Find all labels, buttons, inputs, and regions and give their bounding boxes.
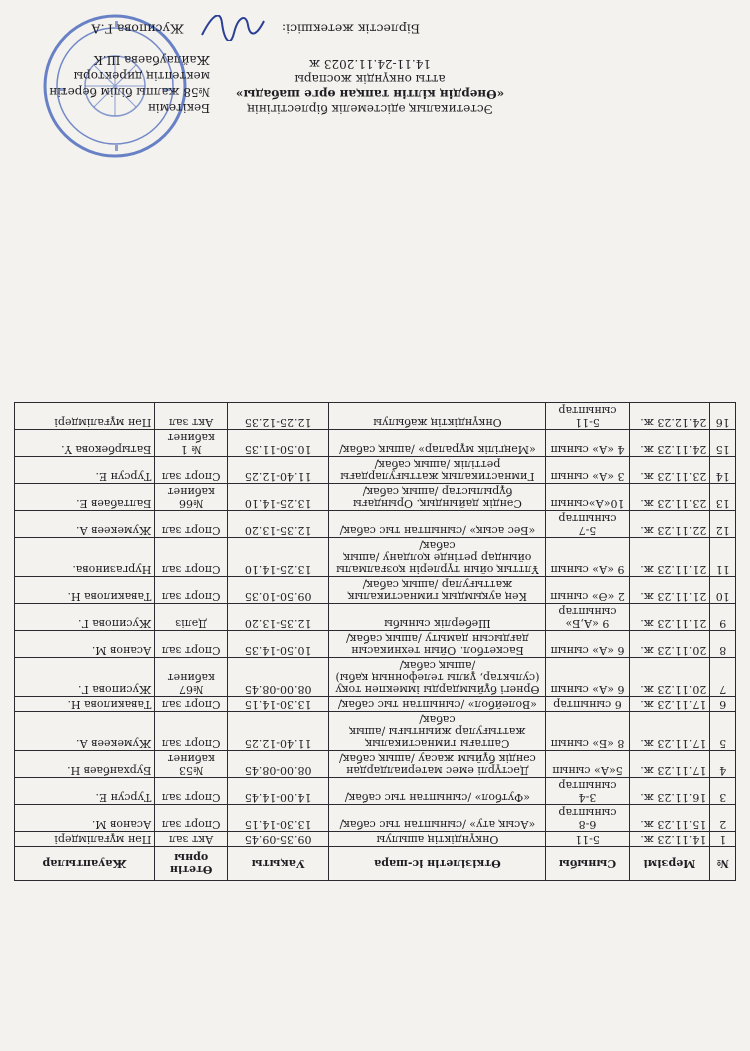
row-place: №66 кабинет (155, 484, 228, 511)
row-time: 08.00-08.45 (228, 751, 329, 778)
row-time: 11.40-12.25 (228, 712, 329, 751)
row-place: Акт зал (155, 403, 228, 430)
row-class: 3 «А» сынып (546, 457, 629, 484)
row-responsible: Жусипова Г. (15, 604, 155, 631)
row-time: 12.35-13.20 (228, 604, 329, 631)
row-date: 16.11.23 ж. (629, 778, 710, 805)
row-class: 6 «А» сынып (546, 631, 629, 658)
row-time: 11.40-12.25 (228, 457, 329, 484)
row-responsible: Тавакилова Н. (15, 577, 155, 604)
row-time: 12.25-12.35 (228, 403, 329, 430)
row-number: 8 (710, 631, 736, 658)
row-number: 4 (710, 751, 736, 778)
row-class: 9 «А,Б» сыныптар (546, 604, 629, 631)
row-date: 17.11.23 ж. (629, 712, 710, 751)
table-row (15, 538, 736, 577)
row-event: Саптағы гимнастикалық жаттығулар жиынтығы /ашық сабақ/ (329, 712, 546, 751)
row-time: 12.35-13.20 (228, 511, 329, 538)
table-header-row (15, 847, 736, 881)
row-date: 24.12.23 ж. (629, 403, 710, 430)
schedule-table (14, 402, 736, 881)
footer-label: Бірлестік жетекшісі: (281, 21, 420, 37)
row-number: 3 (710, 778, 736, 805)
row-number: 14 (710, 457, 736, 484)
table-row (15, 430, 736, 457)
header-class: Сыныбы (546, 847, 629, 881)
row-responsible: Асанов М. (15, 631, 155, 658)
row-event: Сәндік дайындық. Орындағы бұрылыстар /ашық сабақ/ (329, 484, 546, 511)
approve-school: №58 жалпы білім беретін (49, 85, 210, 99)
row-class: 5-11 (546, 832, 629, 847)
row-class: 8 «Б» сынып (546, 712, 629, 751)
row-time: 14.00-14.45 (228, 778, 329, 805)
row-responsible: Балтабаев Е. (15, 484, 155, 511)
title-line-2: «Өнердің кілтін тапқан өрге шабады» (235, 87, 505, 101)
row-event: «Бес асық» /сыныптан тыс сабақ/ (329, 511, 546, 538)
table-row (15, 484, 736, 511)
title-line-3: атты онкүндік жоспары (294, 72, 446, 86)
approval-block (20, 52, 210, 116)
header-place: Өтетін орны (155, 847, 228, 881)
row-number: 6 (710, 697, 736, 712)
row-event: «Мәңгілік мұралар» /ашық сабақ/ (329, 430, 546, 457)
row-time: 13.30-14.15 (228, 805, 329, 832)
table-row (15, 751, 736, 778)
row-class: 5«А» сынып (546, 751, 629, 778)
row-event: Шеберлік сыныбы (329, 604, 546, 631)
row-number: 12 (710, 511, 736, 538)
approve-word: Бекітемін (147, 101, 210, 115)
row-class: 10«А»сынып (546, 484, 629, 511)
row-event: «Футбол» /сыныптан тыс сабақ/ (329, 778, 546, 805)
row-time: 09.50-10.35 (228, 577, 329, 604)
table-row (15, 832, 736, 847)
table-row (15, 697, 736, 712)
row-responsible: Турсун Е. (15, 778, 155, 805)
row-date: 21.11.23 ж. (629, 604, 710, 631)
row-number: 9 (710, 604, 736, 631)
title-line-4: 14.11-24.11.2023 ж (309, 57, 431, 71)
row-date: 23.11.23 ж. (629, 484, 710, 511)
table-row (15, 457, 736, 484)
document-title (220, 56, 520, 116)
row-class: 5-7 сыныптар (546, 511, 629, 538)
row-place: Спорт зал (155, 577, 228, 604)
table-row (15, 658, 736, 697)
table-row (15, 511, 736, 538)
row-number: 5 (710, 712, 736, 751)
row-responsible: Асанов М. (15, 805, 155, 832)
handwritten-signature (198, 15, 268, 41)
row-event: «Асық ату» /сыныптан тыс сабақ/ (329, 805, 546, 832)
row-event: Өрнегі бұйымдарды іммекпен тоқу (сульктар, ұялы телефонның қабы) /ашық сабақ/ (329, 658, 546, 697)
row-event: Онкүндіктің жабылуы (329, 403, 546, 430)
row-responsible: Батырбекова Ү. (15, 430, 155, 457)
table-row (15, 577, 736, 604)
row-date: 14.11.23 ж. (629, 832, 710, 847)
row-place: № 1 кабинет (155, 430, 228, 457)
row-event: Дәстүрлі емес материалдардан сәндік бұйым жасау /ашық сабақ/ (329, 751, 546, 778)
row-place: №67 кабинет (155, 658, 228, 697)
row-event: Онкүндіктің ашылуы (329, 832, 546, 847)
row-class: 9 «А» сынып (546, 538, 629, 577)
row-number: 11 (710, 538, 736, 577)
table-row (15, 631, 736, 658)
row-time: 13.25-14.10 (228, 538, 329, 577)
row-event: Ұлттық ойын түрлерін қозғалмалы ойындар ретінде қолдану /ашық сабақ/ (329, 538, 546, 577)
row-date: 15.11.23 ж. (629, 805, 710, 832)
row-event: «Волейбол» /сыныптан тыс сабақ/ (329, 697, 546, 712)
header-time: Уақыты (228, 847, 329, 881)
row-date: 24.11.23 ж. (629, 430, 710, 457)
row-place: Акт зал (155, 832, 228, 847)
row-number: 16 (710, 403, 736, 430)
row-event: Гимнастикалық жаттығулардағы реттілік /ашық сабақ/ (329, 457, 546, 484)
row-event: Баскетбол. Ойын техникасын дағдысын дамыту /ашық сабақ/ (329, 631, 546, 658)
row-number: 15 (710, 430, 736, 457)
row-date: 20.11.23 ж. (629, 631, 710, 658)
row-date: 20.11.23 ж. (629, 658, 710, 697)
row-responsible: Жумекеев А. (15, 712, 155, 751)
row-class: 4 «А» сынып (546, 430, 629, 457)
row-responsible: Жумекеев А. (15, 511, 155, 538)
row-class: 6 сыныптар (546, 697, 629, 712)
row-date: 17.11.23 ж. (629, 751, 710, 778)
row-responsible: Турсун Е. (15, 457, 155, 484)
row-responsible: Жусипова Г. (15, 658, 155, 697)
header-date: Мерзімі (629, 847, 710, 881)
table-row (15, 805, 736, 832)
row-responsible: Бурханбаев Н. (15, 751, 155, 778)
approve-name: Жайлаубаева Ш.К (93, 53, 210, 67)
row-place: Дәліз (155, 604, 228, 631)
row-number: 13 (710, 484, 736, 511)
row-place: №53 кабинет (155, 751, 228, 778)
row-place: Спорт зал (155, 511, 228, 538)
row-place: Спорт зал (155, 457, 228, 484)
row-date: 22.11.23 ж. (629, 511, 710, 538)
row-class: 3-4 сыныптар (546, 778, 629, 805)
footer-name: Жусипова Г.А (91, 21, 184, 37)
row-responsible: Пән мұғалімдері (15, 403, 155, 430)
header-responsible: Жауаптылар (15, 847, 155, 881)
row-date: 17.11.23 ж. (629, 697, 710, 712)
row-responsible: Тавакилова Н. (15, 697, 155, 712)
table-row (15, 712, 736, 751)
row-event: Кең ауқымдық гимнастикалық жаттығулар /ашық сабақ/ (329, 577, 546, 604)
row-number: 7 (710, 658, 736, 697)
row-date: 21.11.23 ж. (629, 577, 710, 604)
row-number: 2 (710, 805, 736, 832)
row-place: Спорт зал (155, 631, 228, 658)
row-place: Спорт зал (155, 538, 228, 577)
row-class: 2 «Ә» сынып (546, 577, 629, 604)
row-time: 13.25-14.10 (228, 484, 329, 511)
footer-signature (20, 15, 420, 41)
row-place: Спорт зал (155, 778, 228, 805)
row-time: 13.30-14.15 (228, 697, 329, 712)
row-time: 09.35-09.45 (228, 832, 329, 847)
header-no: № (710, 847, 736, 881)
row-class: 6-8 сыныптар (546, 805, 629, 832)
row-time: 10.50-14.35 (228, 631, 329, 658)
title-line-1: Эстетикалық әдістемелік бірлестігінің (247, 102, 493, 116)
row-class: 5-11 сыныптар (546, 403, 629, 430)
approve-position: мектептің директоры (73, 69, 210, 83)
table-row (15, 604, 736, 631)
row-date: 23.11.23 ж. (629, 457, 710, 484)
table-row (15, 778, 736, 805)
row-class: 6 «А» сынып (546, 658, 629, 697)
row-responsible: Нургазинова. (15, 538, 155, 577)
row-place: Спорт зал (155, 712, 228, 751)
row-number: 1 (710, 832, 736, 847)
table-row (15, 403, 736, 430)
row-number: 10 (710, 577, 736, 604)
row-time: 08.00-08.45 (228, 658, 329, 697)
header-event: Өткізілетін іс-шара (329, 847, 546, 881)
row-date: 21.11.23 ж. (629, 538, 710, 577)
row-responsible: Пән мұғалімдері (15, 832, 155, 847)
row-place: Спорт зал (155, 805, 228, 832)
row-place: Спорт зал (155, 697, 228, 712)
row-time: 10.50-11.35 (228, 430, 329, 457)
